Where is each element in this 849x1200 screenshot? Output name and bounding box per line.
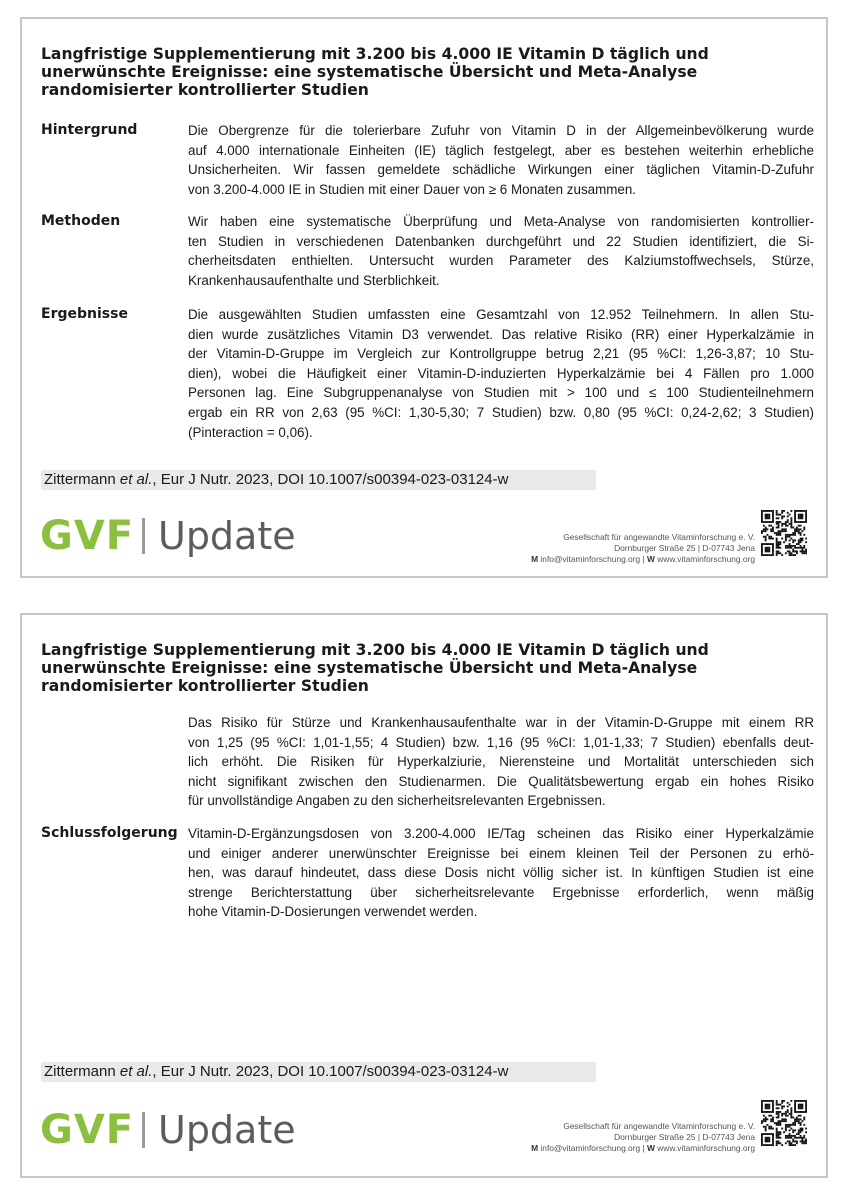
- org-address: Dornburger Straße 25 | D-07743 Jena: [614, 1132, 755, 1142]
- org-contact: [455, 532, 755, 565]
- org-website: www.vitaminforschung.org: [657, 1143, 755, 1153]
- citation-reference: , Eur J Nutr. 2023, DOI 10.1007/s00394-023-03124-w: [152, 471, 509, 488]
- text-line: Das Risiko für Stürze und Krankenhausaufenthalte war in der Vitamin-D-Gruppe mit einem RR: [188, 715, 814, 730]
- org-contact-line: M info@vitaminforschung.org | W www.vitaminforschung.org: [531, 554, 755, 564]
- org-email: info@vitaminforschung.org: [540, 1143, 641, 1153]
- text-line: Die Obergrenze für die tolerierbare Zufuhr von Vitamin D in der Allgemeinbevölkerung wurde: [188, 123, 814, 138]
- text-line: von 1,25 (95 %CI: 1,01-1,55; 4 Studien) bzw. 1,16 (95 %CI: 1,01-1,33; 7 Studien) ebenfalls deut-: [188, 734, 814, 750]
- text-line: cherheitsdaten enthielten. Untersucht wurden Parameter des Kalziumstoffwechsels, Stürze,: [188, 253, 814, 269]
- text-line: der Vitamin-D-Gruppe im Vergleich zur Kontrollgruppe betrug 2,21 (95 %CI: 1,26-3,87; 10 Stu-: [188, 346, 814, 362]
- section-text: [188, 121, 814, 199]
- text-line: lich erhöht. Die Risiken für Hyperkalziurie, Nierensteine und Mortalität unterschieden sich: [188, 754, 814, 770]
- text-line: und einiger anderer unerwünschter Ereignisse bei einem kleinen Teil der Personen zu erhö-: [188, 845, 814, 861]
- text-line: ten Studien in verschiedenen Datenbanken durchgeführt und 22 Studien identifiziert, die Si-: [188, 233, 814, 249]
- section-text: [188, 212, 814, 290]
- section-label: Hintergrund: [41, 122, 138, 138]
- org-name: Gesellschaft für angewandte Vitaminforschung e. V.: [563, 1121, 755, 1131]
- text-line: hen, was darauf hindeutet, dass diese Dosis nicht völlig sicher ist. In künftigen Studien ist eine: [188, 865, 814, 881]
- text-line: nicht signifikant zwischen den Studienarmen. Die Qualitätsbewertung ergab ein hohes Risiko: [188, 773, 814, 789]
- text-line: für unvollständige Angaben zu den sicherheitsrelevanten Ergebnissen.: [188, 793, 606, 809]
- section-text: [188, 824, 814, 922]
- citation-author: Zittermann: [44, 471, 120, 488]
- org-email: info@vitaminforschung.org: [540, 554, 641, 564]
- qr-code-icon: [761, 510, 807, 556]
- org-name: Gesellschaft für angewandte Vitaminforschung e. V.: [563, 532, 755, 542]
- org-contact: [455, 1121, 755, 1154]
- section-label: Ergebnisse: [41, 306, 128, 322]
- summary-card-2: [20, 613, 828, 1178]
- article-title: Langfristige Supplementierung mit 3.200 bis 4.000 IE Vitamin D täglich und unerwünschte Ereignisse: eine systematische Übersicht und Meta-Analyse randomisierter kontrollierter Studien: [41, 45, 709, 99]
- text-line: dien), wobei die Häufigkeit einer Vitamin-D-induzierten Hyperkalzämie bei 4 Fällen pro 1.000: [188, 365, 814, 381]
- logo-divider: [142, 518, 145, 554]
- org-address: Dornburger Straße 25 | D-07743 Jena: [614, 543, 755, 553]
- text-line: strenge Berichterstattung über sicherheitsrelevante Ergebnisse erforderlich, wenn mäßig: [188, 884, 814, 900]
- text-line: (Pinteraction = 0,06).: [188, 424, 313, 440]
- section-label: Methoden: [41, 213, 121, 229]
- citation-etal: et al.: [119, 471, 153, 488]
- text-line: dien wurde zusätzliches Vitamin D3 verwendet. Das relative Risiko (RR) einer Hyperkalzämie in: [188, 326, 814, 342]
- org-contact-line: M info@vitaminforschung.org | W www.vitaminforschung.org: [531, 1143, 755, 1153]
- org-website: www.vitaminforschung.org: [657, 554, 755, 564]
- citation: [41, 470, 596, 490]
- text-line: Wir haben eine systematische Überprüfung und Meta-Analyse von randomisierten kontrollier-: [188, 214, 814, 229]
- citation-author: Zittermann: [44, 1063, 120, 1080]
- text-line: Personen lag. Eine Subgruppenanalyse von Studien mit > 100 und ≤ 100 Studienteilnehmern: [188, 385, 814, 401]
- summary-card-1: [20, 17, 828, 578]
- section-text: [188, 713, 814, 811]
- text-line: von 3.200-4.000 IE in Studien mit einer Dauer von ≥ 6 Monaten zusammen.: [188, 181, 637, 197]
- text-line: Krankenhausaufenthalte und Sterblichkeit.: [188, 272, 440, 288]
- text-line: Vitamin-D-Ergänzungsdosen von 3.200-4.000 IE/Tag scheinen das Risiko einer Hyperkalzämie: [188, 826, 814, 841]
- text-line: hohe Vitamin-D-Dosierungen verwendet werden.: [188, 904, 478, 920]
- citation-etal: et al.: [119, 1063, 153, 1080]
- logo-divider: [142, 1112, 145, 1148]
- text-line: auf 4.000 internationale Einheiten (IE) täglich festgelegt, aber es bestehen weiterhin erhebliche: [188, 142, 814, 158]
- citation-reference: , Eur J Nutr. 2023, DOI 10.1007/s00394-023-03124-w: [152, 1063, 509, 1080]
- logo-gvf-text: GVF: [40, 513, 135, 559]
- logo-gvf-text: GVF: [40, 1107, 135, 1153]
- logo-update-text: Update: [158, 1108, 296, 1152]
- section-label: Schlussfolgerung: [41, 825, 178, 841]
- text-line: Die ausgewählten Studien umfassten eine Gesamtzahl von 12.952 Teilnehmern. In allen Stu-: [188, 307, 814, 322]
- text-line: ergab ein RR von 2,63 (95 %CI: 1,30-5,30; 7 Studien) bzw. 0,80 (95 %CI: 0,24-2,62; 3 Studien): [188, 404, 814, 420]
- section-text: [188, 305, 814, 442]
- text-line: Unsicherheiten. Wir fassen gemeldete schädliche Wirkungen einer täglichen Vitamin-D-Zufuhr: [188, 162, 814, 178]
- logo-update-text: Update: [158, 514, 296, 558]
- citation: [41, 1062, 596, 1082]
- qr-code-icon: [761, 1100, 807, 1146]
- article-title: Langfristige Supplementierung mit 3.200 bis 4.000 IE Vitamin D täglich und unerwünschte Ereignisse: eine systematische Übersicht und Meta-Analyse randomisierter kontrollierter Studien: [41, 641, 709, 695]
